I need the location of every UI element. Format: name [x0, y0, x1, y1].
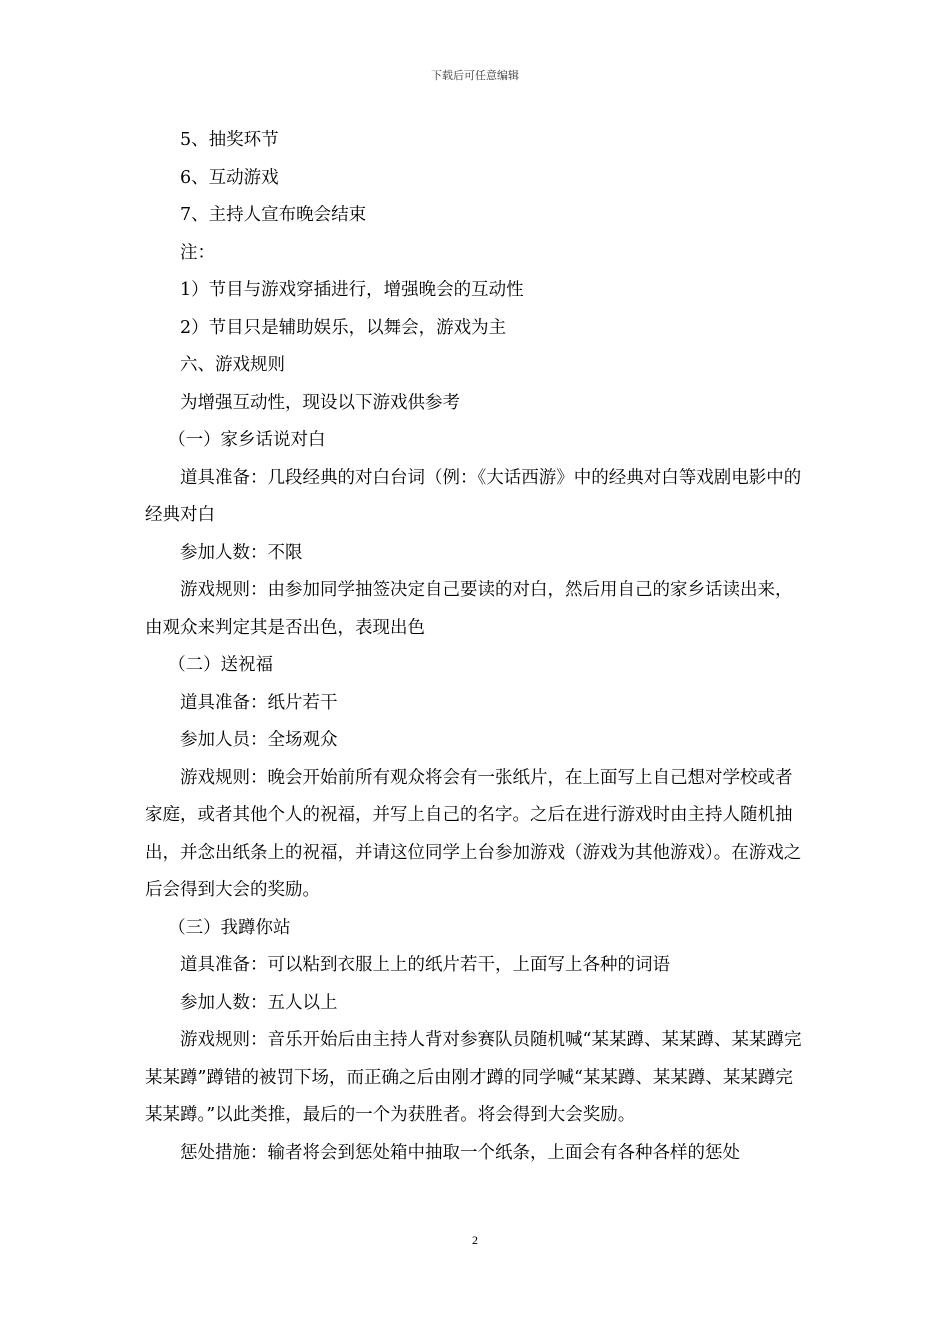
paragraph: 道具准备：几段经典的对白台词（例：《大话西游》中的经典对白等戏剧电影中的经典对白 — [145, 467, 802, 525]
document-body — [145, 122, 809, 1172]
section-heading: 六、游戏规则 — [145, 355, 285, 375]
paragraph: 道具准备：纸片若干 — [145, 692, 338, 713]
page-number: 2 — [472, 1233, 478, 1247]
paragraph: 1）节目与游戏穿插进行，增强晚会的互动性 — [145, 280, 524, 300]
paragraph: 游戏规则：晚会开始前所有观众将会有一张纸片，在上面写上自己想对学校或者家庭，或者其他个人的祝福，并写上自己的名字。之后在进行游戏时由主持人随机抽出，并念出纸条上的祝福，并请这位同学上台参加游戏（游戏为其他游戏）。在游戏之后会得到大会的奖励。 — [145, 767, 802, 900]
subsection-heading: （二）送祝福 — [145, 655, 274, 675]
paragraph: 5、抽奖环节 — [145, 130, 279, 150]
paragraph: 2）节目只是辅助娱乐，以舞会，游戏为主 — [145, 317, 507, 338]
paragraph: 注： — [145, 242, 215, 263]
paragraph: 参加人员：全场观众 — [145, 730, 338, 750]
paragraph: 惩处措施：输者将会到惩处箱中抽取一个纸条，上面会有各种各样的惩处 — [145, 1142, 740, 1163]
page-header: 下载后可任意编辑 — [431, 69, 519, 82]
subsection-heading: （一）家乡话说对白 — [145, 430, 326, 450]
paragraph: 为增强互动性，现设以下游戏供参考 — [145, 392, 460, 413]
paragraph: 参加人数：五人以上 — [145, 992, 338, 1013]
paragraph: 6、互动游戏 — [145, 167, 279, 188]
paragraph: 道具准备：可以粘到衣服上上的纸片若干，上面写上各种的词语 — [145, 955, 670, 975]
paragraph: 游戏规则：音乐开始后由主持人背对参赛队员随机喊“某某蹲、某某蹲、某某蹲完某某蹲”蹲错的被罚下场，而正确之后由刚才蹲的同学喊“某某蹲、某某蹲、某某蹲完某某蹲。”以此类推，最后的一个为获胜者。将会得到大会奖励。 — [145, 1030, 802, 1125]
paragraph: 参加人数：不限 — [145, 542, 303, 563]
paragraph: 7、主持人宣布晚会结束 — [145, 205, 367, 225]
subsection-heading: （三）我蹲你站 — [145, 917, 291, 938]
paragraph: 游戏规则：由参加同学抽签决定自己要读的对白，然后用自己的家乡话读出来，由观众来判定其是否出色，表现出色 — [145, 580, 793, 638]
